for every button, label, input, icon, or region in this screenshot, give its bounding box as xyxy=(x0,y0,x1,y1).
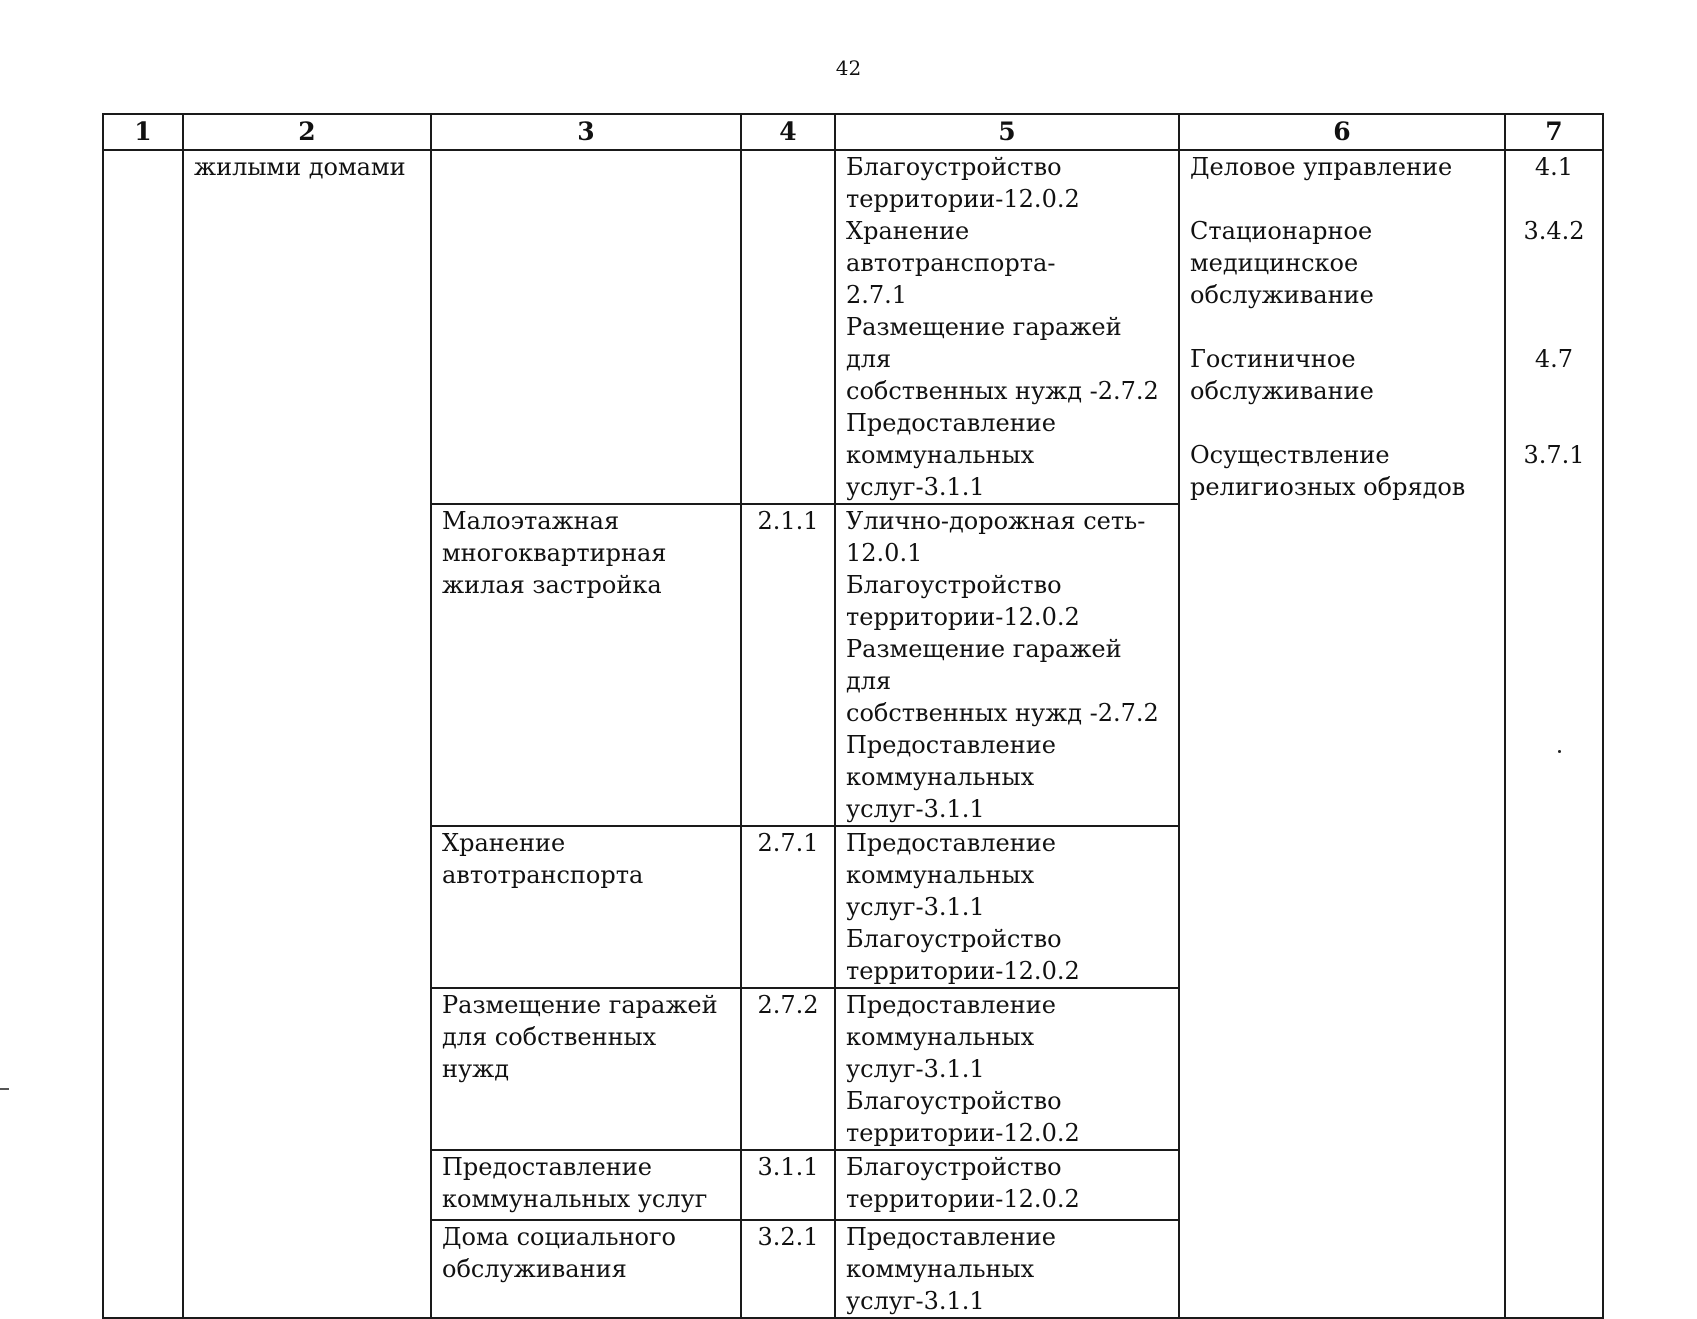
conditional-use-line: Гостиничное xyxy=(1190,345,1356,373)
auxiliary-line: коммунальных услуг-3.1.1 xyxy=(846,861,1035,921)
table-row xyxy=(103,150,1603,504)
auxiliary-line: территории-12.0.2 xyxy=(846,603,1080,631)
auxiliary-use-cell xyxy=(835,1150,1179,1220)
main-use-code: 2.1.1 xyxy=(757,507,819,535)
auxiliary-line: собственных нужд -2.7.2 xyxy=(846,377,1159,405)
auxiliary-line: Предоставление xyxy=(846,1223,1056,1251)
zone-name-text: жилыми домами xyxy=(194,153,406,181)
main-use-code: 3.2.1 xyxy=(757,1223,819,1251)
auxiliary-line: 12.0.1 xyxy=(846,539,923,567)
main-use-code-cell xyxy=(741,1220,835,1318)
auxiliary-line: Предоставление xyxy=(846,829,1056,857)
conditional-code: 3.7.1 xyxy=(1523,441,1585,469)
main-use-code-cell xyxy=(741,826,835,988)
main-use-cell xyxy=(431,1150,741,1220)
conditional-code: 3.4.2 xyxy=(1523,217,1585,245)
auxiliary-line: территории-12.0.2 xyxy=(846,185,1080,213)
auxiliary-line: собственных нужд -2.7.2 xyxy=(846,699,1159,727)
main-use-code: 3.1.1 xyxy=(757,1153,819,1181)
main-use-cell xyxy=(431,988,741,1150)
header-col-1: 1 xyxy=(103,114,183,150)
auxiliary-line: Благоустройство xyxy=(846,153,1062,181)
page-number: 42 xyxy=(835,56,862,80)
margin-mark xyxy=(0,1088,9,1090)
main-use-code-cell xyxy=(741,504,835,826)
main-use-code-cell xyxy=(741,150,835,504)
auxiliary-line: коммунальных услуг-3.1.1 xyxy=(846,763,1035,823)
main-use-text: Размещение гаражей для собственных нужд xyxy=(442,991,718,1083)
main-use-code-cell xyxy=(741,1150,835,1220)
zoning-table xyxy=(102,113,1604,1319)
main-use-cell xyxy=(431,150,741,504)
col1-cell xyxy=(103,150,183,1318)
conditional-use-line: обслуживание xyxy=(1190,281,1374,309)
auxiliary-line: Хранение автотранспорта- xyxy=(846,217,1056,277)
auxiliary-line: Предоставление xyxy=(846,991,1056,1019)
zone-name-cell xyxy=(183,150,431,1318)
auxiliary-line: Благоустройство xyxy=(846,1087,1062,1115)
auxiliary-line: Размещение гаражей для xyxy=(846,313,1122,373)
auxiliary-line: коммунальных услуг-3.1.1 xyxy=(846,441,1035,501)
auxiliary-use-cell xyxy=(835,988,1179,1150)
auxiliary-use-cell xyxy=(835,1220,1179,1318)
conditional-use-cell xyxy=(1179,150,1505,1318)
auxiliary-line: коммунальных услуг-3.1.1 xyxy=(846,1255,1035,1315)
conditional-use-line: Осуществление xyxy=(1190,441,1390,469)
auxiliary-line: Предоставление xyxy=(846,409,1056,437)
auxiliary-line: Благоустройство xyxy=(846,925,1062,953)
header-col-7: 7 xyxy=(1505,114,1603,150)
auxiliary-line: Размещение гаражей для xyxy=(846,635,1122,695)
main-use-code: 2.7.1 xyxy=(757,829,819,857)
auxiliary-use-cell xyxy=(835,504,1179,826)
header-row xyxy=(103,114,1603,150)
conditional-code-cell xyxy=(1505,150,1603,1318)
auxiliary-use-cell xyxy=(835,150,1179,504)
header-col-3: 3 xyxy=(431,114,741,150)
auxiliary-line: Благоустройство xyxy=(846,571,1062,599)
scan-speck xyxy=(1558,750,1561,753)
auxiliary-line: территории-12.0.2 xyxy=(846,1185,1080,1213)
main-use-text: Предоставление коммунальных услуг xyxy=(442,1153,708,1213)
auxiliary-line: 2.7.1 xyxy=(846,281,908,309)
main-use-cell xyxy=(431,504,741,826)
header-col-4: 4 xyxy=(741,114,835,150)
auxiliary-line: Предоставление xyxy=(846,731,1056,759)
main-use-code-cell xyxy=(741,988,835,1150)
header-col-5: 5 xyxy=(835,114,1179,150)
conditional-code: 4.7 xyxy=(1534,345,1574,373)
main-use-text: Дома социального обслуживания xyxy=(442,1223,676,1283)
auxiliary-use-cell xyxy=(835,826,1179,988)
conditional-use-line: обслуживание xyxy=(1190,377,1374,405)
auxiliary-line: коммунальных услуг-3.1.1 xyxy=(846,1023,1035,1083)
auxiliary-line: территории-12.0.2 xyxy=(846,1119,1080,1147)
main-use-text: Хранение автотранспорта xyxy=(442,829,644,889)
auxiliary-line: территории-12.0.2 xyxy=(846,957,1080,985)
conditional-use-line: Стационарное xyxy=(1190,217,1373,245)
main-use-text: Малоэтажная многоквартирная жилая застройка xyxy=(442,507,667,599)
auxiliary-line: Благоустройство xyxy=(846,1153,1062,1181)
conditional-code: 4.1 xyxy=(1534,153,1574,181)
conditional-use-line: религиозных обрядов xyxy=(1190,473,1466,501)
conditional-use-line: Деловое управление xyxy=(1190,153,1453,181)
main-use-cell xyxy=(431,1220,741,1318)
header-col-6: 6 xyxy=(1179,114,1505,150)
header-col-2: 2 xyxy=(183,114,431,150)
auxiliary-line: Улично-дорожная сеть- xyxy=(846,507,1146,535)
main-use-cell xyxy=(431,826,741,988)
main-use-code: 2.7.2 xyxy=(757,991,819,1019)
conditional-use-line: медицинское xyxy=(1190,249,1359,277)
